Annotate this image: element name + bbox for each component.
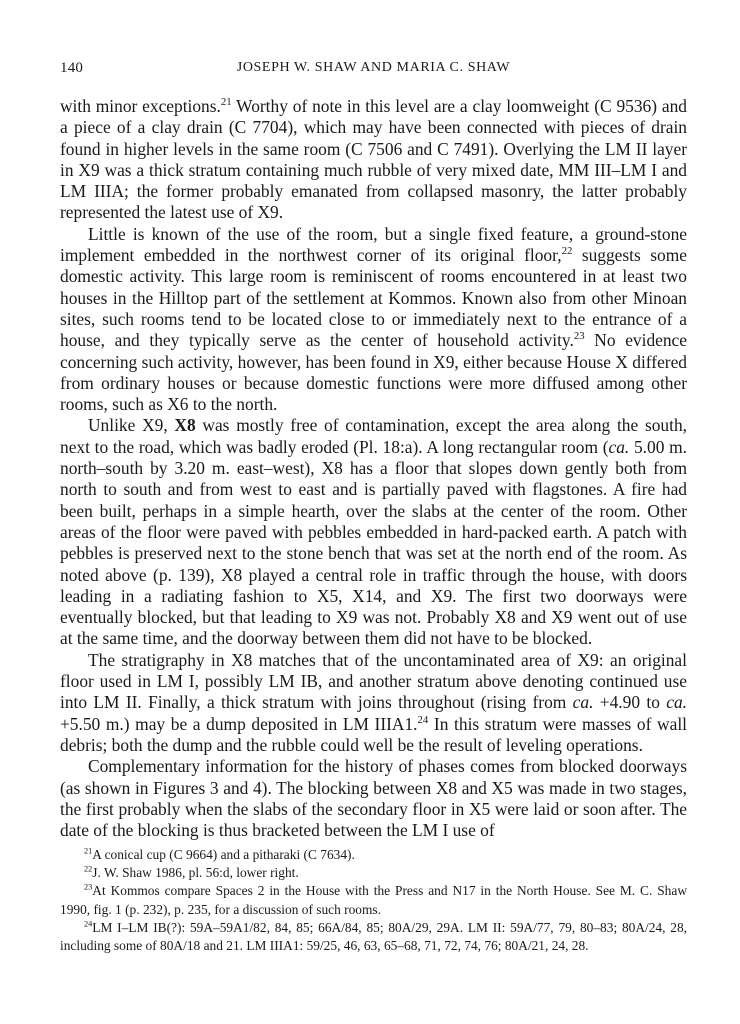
paragraph-4 <box>60 650 687 756</box>
text-run: Complementary information for the history of phases comes from blocked doorways (as shown in Figures 3 and 4). The blocking between X8 and X5 was made in two stages, the first probably when the slabs of the secondary floor in X5 were laid or soon after. The date of the blocking is thus bracketed between the LM I use of <box>60 756 687 841</box>
footnote-number: 23 <box>84 882 93 892</box>
paragraph-1 <box>60 96 687 224</box>
footnote-ref-21: 21 <box>220 96 232 109</box>
text-run: Unlike X9, <box>88 415 175 436</box>
text-run: was mostly free of contamination, except the area along the south, next to the road, which was badly eroded (Pl. 18:a). A long rectangular room ( <box>60 415 687 457</box>
footnote-text: LM I–LM IB(?): 59A–59A1/82, 84, 85; 66A/84, 85; 80A/29, 29A. LM II: 59A/77, 79, 80–83; 80A/24, 28, including some of 80A/18 and 21. LM IIIA1: 59/25, 46, 63, 65–68, 71, 72, 74, 76; 80A/21, 24, 28. <box>60 919 687 954</box>
footnote-text: A conical cup (C 9664) and a pitharaki (C 7634). <box>92 847 355 862</box>
room-label-x8: X8 <box>174 415 196 436</box>
italic-ca: ca. <box>666 692 687 713</box>
running-head: JOSEPH W. SHAW AND MARIA C. SHAW <box>236 60 511 75</box>
footnote-23 <box>60 882 687 918</box>
footnote-21 <box>60 846 687 864</box>
paragraph-2 <box>60 224 687 416</box>
page-number: 140 <box>60 60 84 76</box>
footnote-number: 21 <box>84 846 93 856</box>
paragraph-3 <box>60 415 687 649</box>
paragraph-5 <box>60 756 687 841</box>
text-run: In this stratum were masses of wall debris; both the dump and the rubble could well be the result of leveling operations. <box>60 713 687 755</box>
footnote-number: 24 <box>84 919 93 929</box>
italic-ca: ca. <box>572 692 594 713</box>
footnote-number: 22 <box>84 864 93 874</box>
footnote-ref-22: 22 <box>561 245 573 258</box>
page-header <box>60 60 687 86</box>
text-run: +5.50 m.) may be a dump deposited in LM IIIA1. <box>60 713 418 734</box>
text-run: +4.90 to <box>593 692 667 713</box>
footnote-22 <box>60 864 687 882</box>
text-run: suggests some domestic activity. This large room is reminiscent of rooms encountered in at least two houses in the Hilltop part of the settlement at Kommos. Known also from other Minoan sites, such rooms tend to be located close to or immediately next to the entrance of a house, and they typically serve as the center of household activity. <box>60 245 687 351</box>
text-run: 5.00 m. north–south by 3.20 m. east–west), X8 has a floor that slopes down gently both from north to south and from west to east and is partially paved with flagstones. A fire had been built, perhaps in a simple hearth, over the slabs at the center of the room. Other areas of the floor were paved with pebbles embedded in hard-packed earth. A patch with pebbles is preserved next to the stone bench that was set at the north end of the room. As noted above (p. 139), X8 played a central role in traffic through the house, with doors leading in a radiating fashion to X5, X14, and X9. The first two doorways were eventually blocked, but that leading to X9 was not. Probably X8 and X9 went out of use at the same time, and the doorway between them did not have to be blocked. <box>60 436 687 649</box>
text-run: Worthy of note in this level are a clay loomweight (C 9536) and a piece of a clay drain (C 7704), which may have been connected with pieces of drain found in higher levels in the same room (C 7506 and C 7491). Overlying the LM II layer in X9 was a thick stratum containing much rubble of very mixed date, MM III–LM I and LM IIIA; the former probably emanated from collapsed masonry, the latter probably represented the latest use of X9. <box>60 96 687 223</box>
footnotes <box>60 846 687 955</box>
text-run: No evidence concerning such activity, however, has been found in X9, either because House X differed from ordinary houses or because domestic functions were more diffused among other rooms, such as X6 to the north. <box>60 330 687 415</box>
text-run: The stratigraphy in X8 matches that of the uncontaminated area of X9: an original floor used in LM I, possibly LM IB, and another stratum above denoting continued use into LM II. Finally, a thick stratum with joins throughout (rising from <box>60 649 687 713</box>
text-run: Little is known of the use of the room, but a single fixed feature, a ground-stone implement embedded in the northwest corner of its original floor, <box>60 223 687 266</box>
footnote-ref-24: 24 <box>417 713 429 726</box>
footnote-24 <box>60 919 687 955</box>
footnote-ref-23: 23 <box>573 330 585 343</box>
text-run: with minor exceptions. <box>60 96 221 116</box>
body-text <box>60 96 687 841</box>
footnote-text: At Kommos compare Spaces 2 in the House with the Press and N17 in the North House. See M. C. Shaw 1990, fig. 1 (p. 232), p. 235, for a discussion of such rooms. <box>60 883 687 917</box>
footnote-text: J. W. Shaw 1986, pl. 56:d, lower right. <box>92 865 299 881</box>
italic-ca: ca. <box>608 436 630 457</box>
